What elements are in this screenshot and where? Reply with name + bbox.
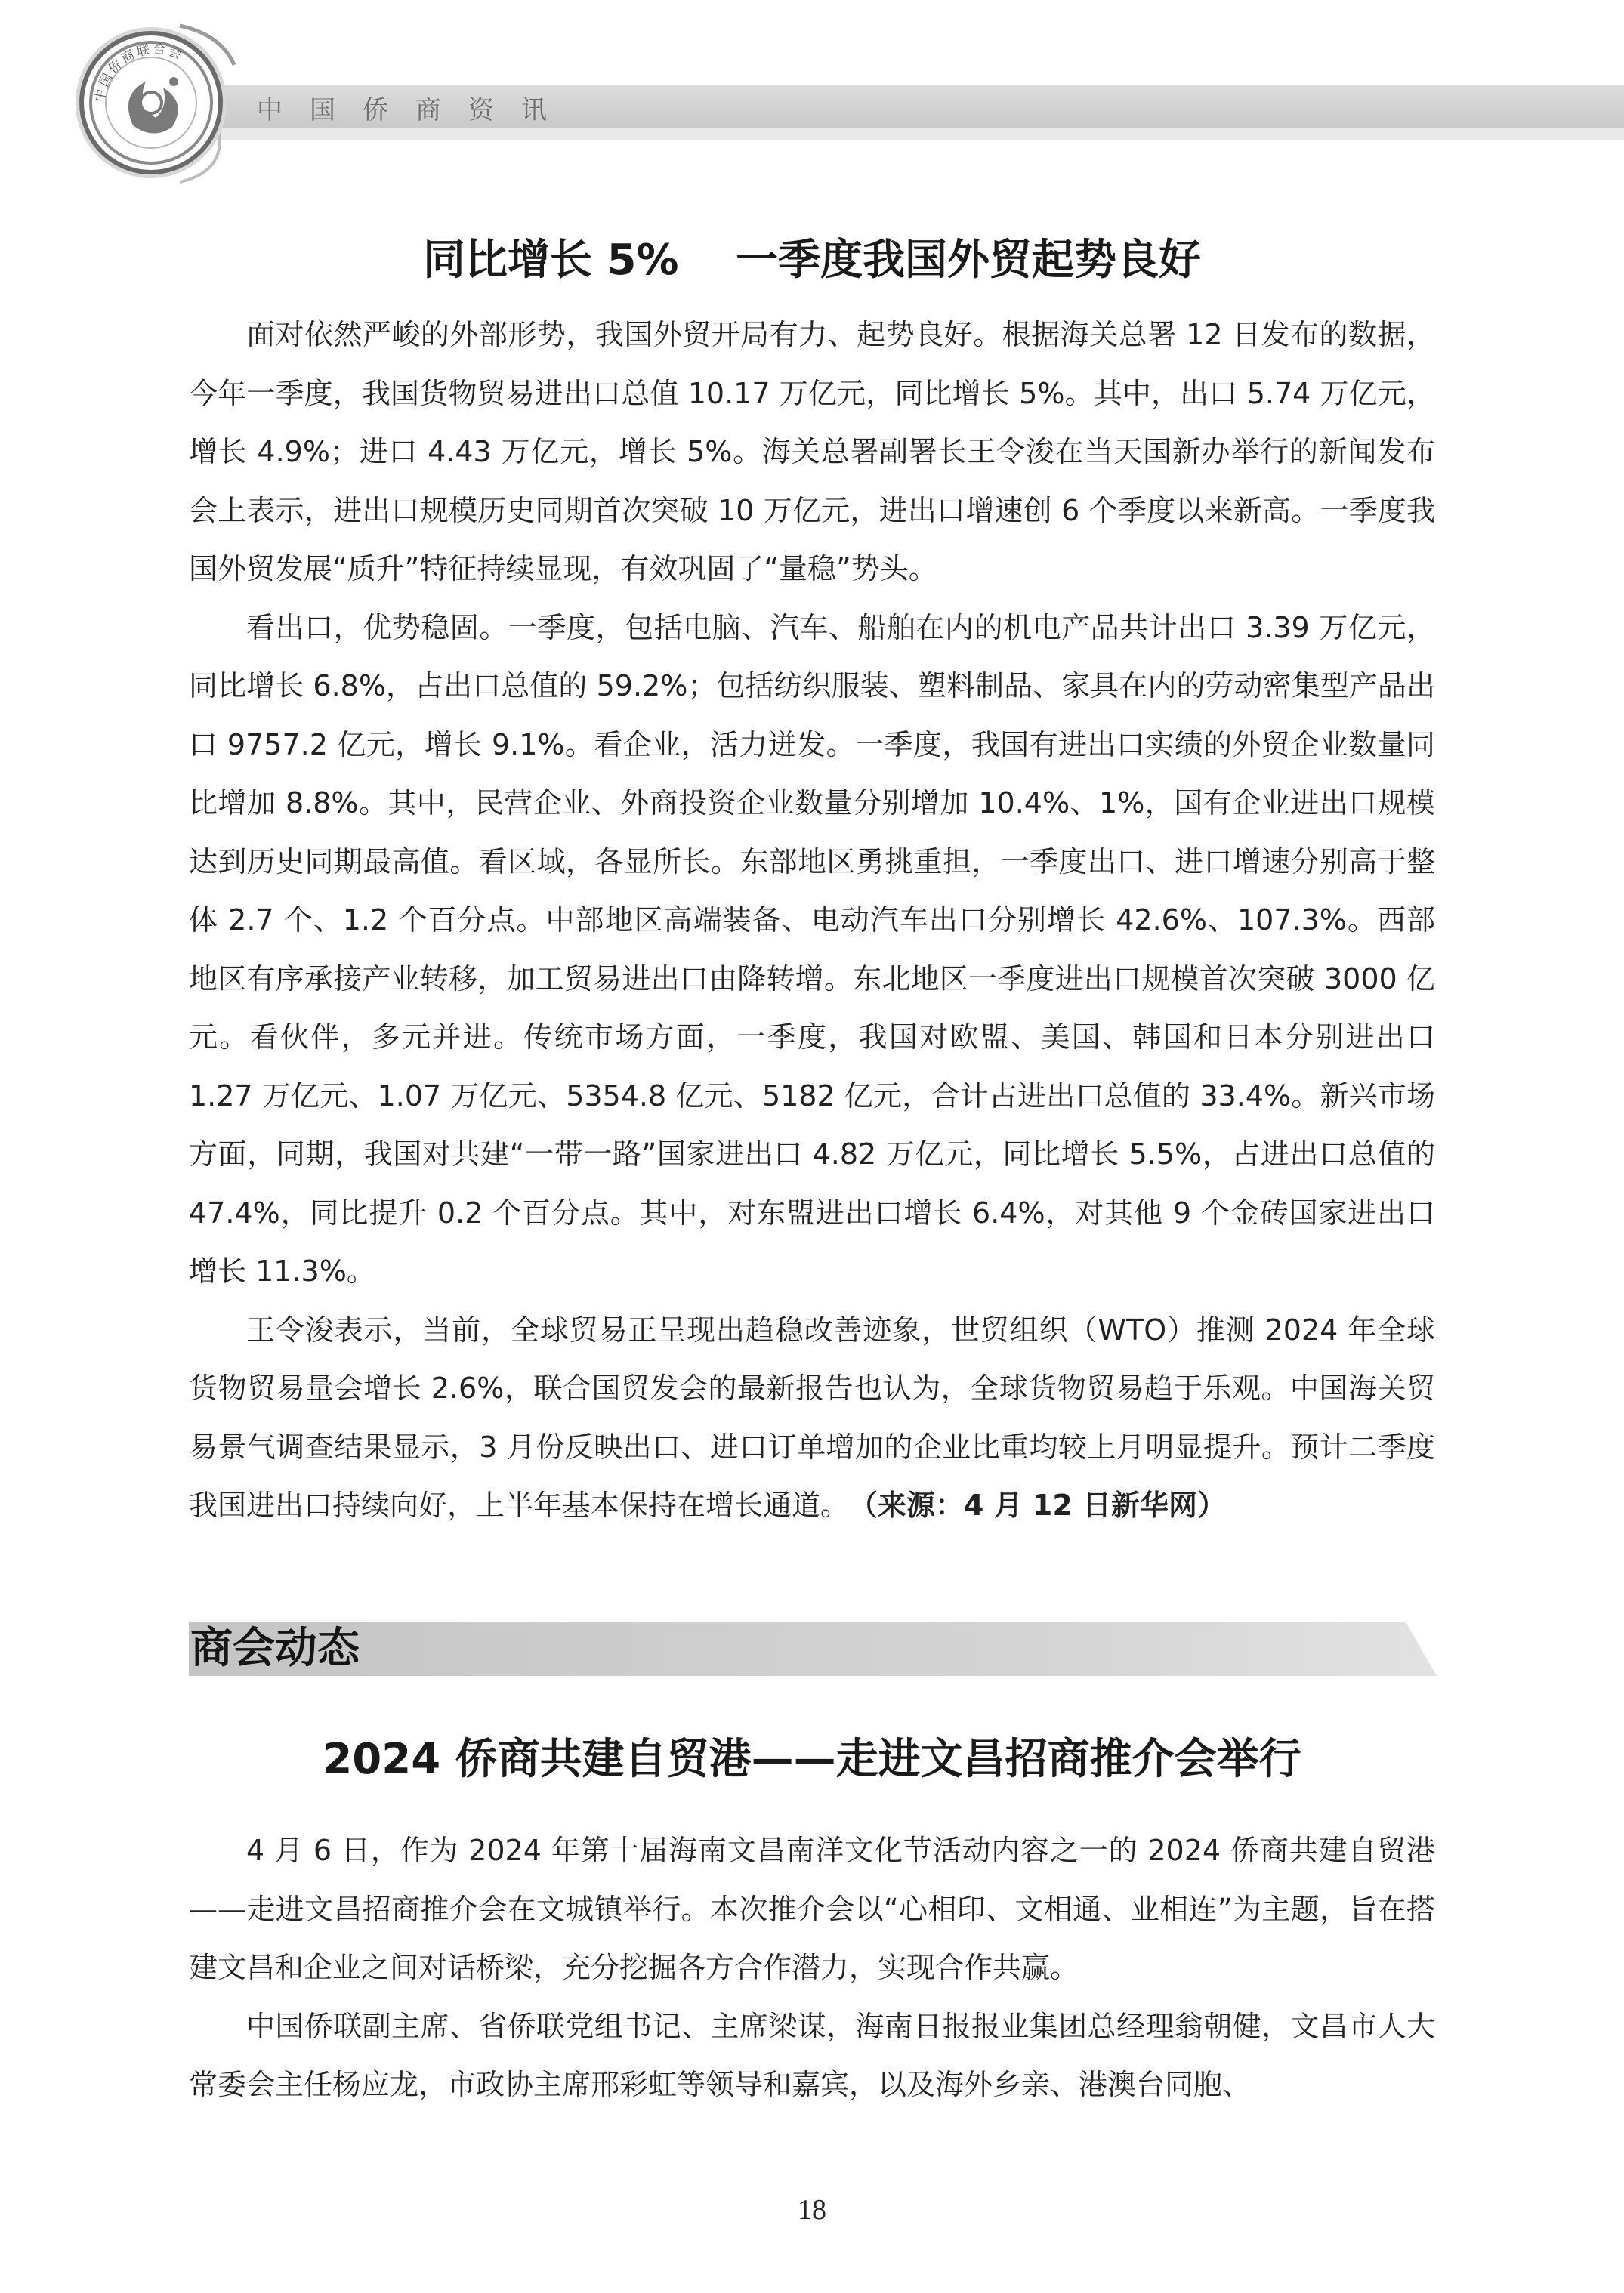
logo-text: 中国侨商联合会 — [92, 42, 187, 103]
article-body — [189, 1822, 1435, 2115]
paragraph: 中国侨联副主席、省侨联党组书记、主席梁谋，海南日报报业集团总经理翁朝健，文昌市人大常委会主任杨应龙，市政协主席邢彩虹等领导和嘉宾，以及海外乡亲、港澳台同胞、 — [189, 2009, 1435, 2101]
source-citation: （来源：4 月 12 日新华网） — [863, 1489, 1227, 1522]
paragraph: 4 月 6 日，作为 2024 年第十届海南文昌南洋文化节活动内容之一的 2024 侨商共建自贸港——走进文昌招商推介会在文城镇举行。本次推介会以“心相印、文相通、业相连”为主题，旨在搭建文昌和企业之间对话桥梁，充分挖掘各方合作潜力，实现合作共赢。 — [189, 1834, 1435, 1984]
article-body — [189, 306, 1435, 1535]
paragraph — [189, 1301, 1435, 1535]
paragraph-text: 王令浚表示，当前，全球贸易正呈现出趋稳改善迹象，世贸组织（WTO）推测 2024 年全球货物贸易量会增长 2.6%，联合国贸发会的最新报告也认为，全球货物贸易趋于乐观。中国海关贸易景气调查结果显示，3 月份反映出口、进口订单增加的企业比重均较上月明显提升。预计二季度我国进出口持续向好，上半年基本保持在增长通道。 — [189, 1313, 1435, 1522]
header-title: 中国侨商资讯 — [257, 95, 574, 125]
organization-logo — [66, 12, 242, 187]
paragraph: 看出口，优势稳固。一季度，包括电脑、汽车、船舶在内的机电产品共计出口 3.39 万亿元，同比增长 6.8%，占出口总值的 59.2%；包括纺织服装、塑料制品、家具在内的劳动密集型产品出口 9757.2 亿元，增长 9.1%。看企业，活力迸发。一季度，我国有进出口实绩的外贸企业数量同比增加 8.8%。其中，民营企业、外商投资企业数量分别增加 10.4%、1%，国有企业进出口规模达到历史同期最高值。看区域，各显所长。东部地区勇挑重担，一季度出口、进口增速分别高于整体 2.7 个、1.2 个百分点。中部地区高端装备、电动汽车出口分别增长 42.6%、107.3%。西部地区有序承接产业转移，加工贸易进出口由降转增。东北地区一季度进出口规模首次突破 3000 亿元。看伙伴，多元并进。传统市场方面，一季度，我国对欧盟、美国、韩国和日本分别进出口 1.27 万亿元、1.07 万亿元、5354.8 亿元、5182 亿元，合计占进出口总值的 33.4%。新兴市场方面，同期，我国对共建“一带一路”国家进出口 4.82 万亿元，同比增长 5.5%，占进出口总值的 47.4%，同比提升 0.2 个百分点。其中，对东盟进出口增长 6.4%，对其他 9 个金砖国家进出口增长 11.3%。 — [189, 610, 1435, 1288]
article-title: 2024 侨商共建自贸港——走进文昌招商推介会举行 — [323, 1735, 1301, 1784]
section-label: 商会动态 — [190, 1623, 360, 1673]
article-title: 同比增长 5% 一季度我国外贸起势良好 — [422, 236, 1202, 285]
paragraph: 面对依然严峻的外部形势，我国外贸开局有力、起势良好。根据海关总署 12 日发布的数据，今年一季度，我国货物贸易进出口总值 10.17 万亿元，同比增长 5%。其中，出口 5.74 万亿元，增长 4.9%；进口 4.43 万亿元，增长 5%。海关总署副署长王令浚在当天国新办举行的新闻发布会上表示，进出口规模历史同期首次突破 10 万亿元，进出口增速创 6 个季度以来新高。一季度我国外贸发展“质升”特征持续显现，有效巩固了“量稳”势头。 — [189, 318, 1435, 585]
section-banner — [189, 1622, 1437, 1676]
page-number: 18 — [798, 2194, 826, 2226]
